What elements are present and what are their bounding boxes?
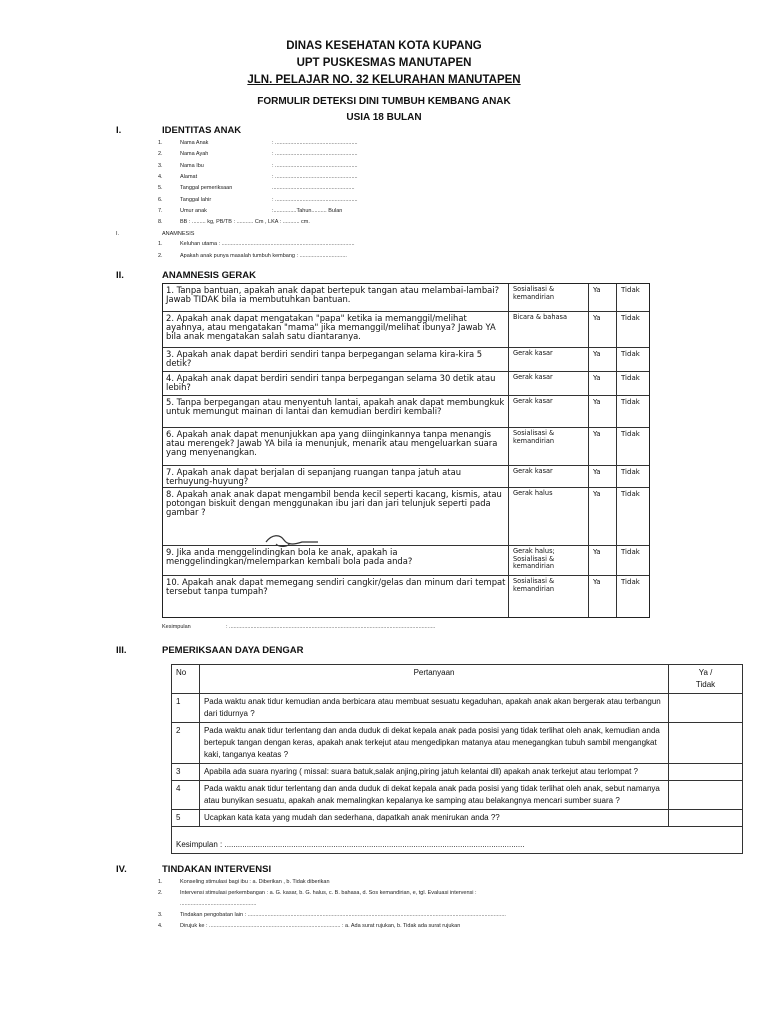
gerak-row (163, 312, 649, 348)
field-label: BB : ......... kg, PB/TB : ........... Cm , LKA : ........... cm. (180, 219, 310, 226)
form-title: FORMULIR DETEKSI DINI TUMBUH KEMBANG ANAK (257, 96, 511, 107)
intervensi-text[interactable]: Intervensi stimulasi perkembangan : a. G. kasar, b. G. halus, c. B. bahasa, d. Sos kemandirian, e, tgl. Evaluasi intervensi : (180, 890, 477, 896)
intervensi-text[interactable]: Dirujuk ke : ...................................................................................... : a. Ada surat rujukan, b. Tidak ada surat rujukan (180, 923, 461, 929)
header-puskesmas: UPT PUSKESMAS MANUTAPEN (296, 57, 472, 69)
field-value[interactable]: : ...................................................... (272, 140, 358, 146)
gerak-category: Bicara & bahasa (513, 313, 568, 321)
intervensi-number: 4. (158, 923, 163, 929)
answer-tidak[interactable]: Tidak (621, 398, 640, 406)
answer-ya[interactable]: Ya (593, 430, 601, 438)
dengar-no: 3 (172, 764, 200, 781)
gerak-category: Gerak kasar (513, 397, 553, 405)
answer-tidak[interactable]: Tidak (621, 350, 640, 358)
col-pertanyaan: Pertanyaan (199, 665, 668, 694)
anamnesis-text[interactable]: Keluhan utama : ....................................................................................... (180, 241, 355, 247)
field-number: 2. (158, 151, 163, 158)
gerak-category: Gerak kasar (513, 373, 553, 381)
dengar-row (172, 723, 743, 764)
dengar-question: Pada waktu anak tidur terlentang dan anda duduk di dekat kepala anak pada posisi yang tidak terlihat oleh anak, sebut namanya atau bunyikan sesuatu, apakah anak memalingkan kepalanya ke samping atau belakangnya mencari sumber suara ? (199, 781, 668, 810)
pinch-grasp-illustration (262, 530, 322, 550)
anamnesis-num: I. (116, 231, 120, 237)
answer-ya[interactable]: Ya (593, 374, 601, 382)
answer-tidak[interactable]: Tidak (621, 286, 640, 294)
answer-tidak[interactable]: Tidak (621, 578, 640, 586)
dengar-row (172, 764, 743, 781)
dengar-question: Pada waktu anak tidur terlentang dan anda duduk di dekat kepala anak pada posisi yang tidak terlihat oleh anak, kemudian anda bertepuk tangan dengan keras, apakah anak terkejut atau mengedipkan matanya atau menegangkan tubuh sambil mengangkat kaki, tanganya keatas ? (199, 723, 668, 764)
section3-num: III. (116, 645, 127, 656)
gerak-category: Sosialisasi & kemandirian (513, 285, 555, 301)
dengar-question: Pada waktu anak tidur kemudian anda berbicara atau membuat sesuatu kegaduhan, apakah anak akan bergerak atau terbangun dari tidurnya ? (199, 694, 668, 723)
anamnesis-title: ANAMNESIS (162, 231, 195, 237)
field-number: 3. (158, 162, 163, 169)
dengar-row (172, 781, 743, 810)
dengar-answer-cell[interactable] (669, 781, 743, 810)
section1-num: I. (116, 125, 122, 136)
gerak-question: 2. Apakah anak dapat mengatakan "papa" ketika ia memanggil/melihat ayahnya, atau mengatakan "mama" jika memanggil/melihat ibunya? Jawab YA bila anak mengatakan salah satu diantaranya. (166, 313, 496, 341)
header-agency: DINAS KESEHATAN KOTA KUPANG (286, 40, 482, 52)
col-ya-tidak (669, 665, 743, 694)
answer-tidak[interactable]: Tidak (621, 548, 640, 556)
gerak-question: 1. Tanpa bantuan, apakah anak dapat bertepuk tangan atau melambai-lambai? Jawab TIDAK bila ia membutuhkan bantuan. (166, 285, 500, 304)
intervensi-text[interactable]: Tindakan pengobatan lain : ......................................................................................................................................................................... (180, 912, 506, 918)
field-label: Tanggal pemeriksaan (180, 185, 233, 192)
gerak-question: 7. Apakah anak dapat berjalan di sepanjang ruangan tanpa jatuh atau terhuyung-huyung? (166, 467, 462, 486)
gerak-question: 3. Apakah anak dapat berdiri sendiri tanpa berpegangan selama kira-kira 5 detik? (166, 349, 483, 368)
field-value[interactable]: :...............Tahun.......... Bulan (272, 207, 343, 214)
dengar-answer-cell[interactable] (669, 723, 743, 764)
col-ya: Ya / (698, 668, 713, 677)
dengar-answer-cell[interactable] (669, 694, 743, 723)
gerak-question: 4. Apakah anak dapat berdiri sendiri tanpa berpegangan selama 30 detik atau lebih? (166, 373, 496, 392)
gerak-row (163, 466, 649, 488)
gerak-question: 10. Apakah anak dapat memegang sendiri cangkir/gelas dan minum dari tempat tersebut tanpa tumpah? (166, 577, 506, 596)
answer-ya[interactable]: Ya (593, 398, 601, 406)
gerak-row (163, 348, 649, 372)
intervensi-text[interactable]: .................................................. (180, 901, 257, 907)
field-label: Nama Ibu (180, 162, 204, 169)
section4-num: IV. (116, 864, 127, 875)
gerak-kesimpulan-value: : ....................................................................................................................................... (226, 624, 436, 630)
field-value[interactable]: : ...................................................... (272, 162, 358, 169)
header-address: JLN. PELAJAR NO. 32 KELURAHAN MANUTAPEN (247, 74, 521, 86)
answer-tidak[interactable]: Tidak (621, 490, 640, 498)
section2-num: II. (116, 270, 124, 281)
gerak-row (163, 546, 649, 576)
dengar-no: 2 (172, 723, 200, 764)
field-number: 1. (158, 140, 163, 146)
field-label: Nama Anak (180, 140, 209, 146)
gerak-row (163, 576, 649, 609)
anamnesis-number: 2. (158, 253, 163, 259)
anamnesis-text[interactable]: Apakah anak punya masalah tumbuh kembang : ............................... (180, 253, 347, 259)
gerak-category: Gerak halus (513, 489, 553, 497)
field-number: 8. (158, 219, 163, 226)
dengar-no: 5 (172, 810, 200, 827)
field-label: Alamat (180, 173, 198, 180)
field-label: Umur anak (180, 207, 207, 214)
answer-tidak[interactable]: Tidak (621, 468, 640, 476)
answer-tidak[interactable]: Tidak (621, 374, 640, 382)
gerak-row (163, 396, 649, 428)
field-value[interactable]: : ...................................................... (272, 151, 358, 158)
dengar-kesimpulan[interactable]: Kesimpulan : ....................................................................................................................................... (172, 827, 743, 854)
gerak-row (163, 372, 649, 396)
field-number: 6. (158, 196, 163, 203)
anamnesis-number: 1. (158, 241, 163, 247)
gerak-category: Sosialisasi & kemandirian (513, 577, 555, 593)
field-number: 5. (158, 185, 163, 192)
gerak-table (162, 283, 650, 618)
section2-title: ANAMNESIS GERAK (162, 270, 256, 281)
dengar-row (172, 694, 743, 723)
daya-dengar-table (171, 664, 743, 854)
gerak-category: Gerak kasar (513, 349, 553, 357)
field-number: 7. (158, 207, 163, 214)
header-address-wrap (0, 74, 768, 86)
section3-title: PEMERIKSAAN DAYA DENGAR (162, 645, 304, 656)
gerak-question: 8. Apakah anak anak dapat mengambil benda kecil seperti kacang, kismis, atau potongan biskuit dengan menggunakan ibu jari dan jari telunjuk seperti pada gambar ? (166, 489, 502, 517)
answer-ya[interactable]: Ya (593, 468, 601, 476)
gerak-kesimpulan-label: Kesimpulan (162, 624, 191, 630)
gerak-category: Gerak halus; Sosialisasi & kemandirian (513, 547, 555, 570)
answer-ya[interactable]: Ya (593, 548, 601, 556)
answer-ya[interactable]: Ya (593, 490, 601, 498)
dengar-kesimpulan-row (172, 827, 743, 854)
gerak-row (163, 488, 649, 546)
answer-ya[interactable]: Ya (593, 350, 601, 358)
field-value[interactable]: ...................................................... (272, 185, 355, 192)
col-no: No (172, 665, 200, 694)
answer-tidak[interactable]: Tidak (621, 314, 640, 322)
answer-ya[interactable]: Ya (593, 314, 601, 322)
gerak-category: Gerak kasar (513, 467, 553, 475)
form-subtitle: USIA 18 BULAN (346, 112, 422, 123)
answer-ya[interactable]: Ya (593, 578, 601, 586)
gerak-question: 9. Jika anda menggelindingkan bola ke anak, apakah ia menggelindingkan/melemparkan kembali bola pada anda? (166, 547, 413, 566)
field-value[interactable]: : ...................................................... (272, 196, 358, 203)
dengar-row (172, 810, 743, 827)
field-value[interactable]: : ...................................................... (272, 173, 358, 180)
dengar-no: 4 (172, 781, 200, 810)
dengar-no: 1 (172, 694, 200, 723)
gerak-question: 6. Apakah anak dapat menunjukkan apa yang diinginkannya tanpa menangis atau merengek? Jawab YA bila ia menunjuk, menarik atau mengeluarkan suara yang menyenangkan. (166, 429, 498, 457)
gerak-category: Sosialisasi & kemandirian (513, 429, 555, 445)
dengar-question: Ucapkan kata kata yang mudah dan sederhana, dapatkah anak menirukan anda ?? (199, 810, 668, 827)
dengar-answer-cell[interactable] (669, 810, 743, 827)
gerak-row (163, 428, 649, 466)
field-label: Tanggal lahir (180, 196, 212, 203)
field-label: Nama Ayah (180, 151, 209, 158)
intervensi-number: 2. (158, 890, 163, 896)
col-tidak: Tidak (695, 680, 716, 689)
section1-title: IDENTITAS ANAK (162, 125, 242, 136)
dengar-question: Apabila ada suara nyaring ( missal: suara batuk,salak anjing,piring jatuh kelantai dll) apakah anak terkejut atau terlompat ? (199, 764, 668, 781)
gerak-question: 5. Tanpa berpegangan atau menyentuh lantai, apakah anak dapat membungkuk untuk memungut mainan di lantai dan kemudian berdiri kembali? (166, 397, 505, 416)
intervensi-text[interactable]: Konseling stimulasi bagi ibu : a. Diberikan , b. Tidak diberikan (180, 879, 330, 885)
intervensi-number: 1. (158, 879, 163, 885)
section4-title: TINDAKAN INTERVENSI (162, 864, 272, 875)
answer-tidak[interactable]: Tidak (621, 430, 640, 438)
intervensi-number: 3. (158, 912, 163, 918)
dengar-answer-cell[interactable] (669, 764, 743, 781)
answer-ya[interactable]: Ya (593, 286, 601, 294)
gerak-row (163, 284, 649, 312)
field-number: 4. (158, 173, 163, 180)
